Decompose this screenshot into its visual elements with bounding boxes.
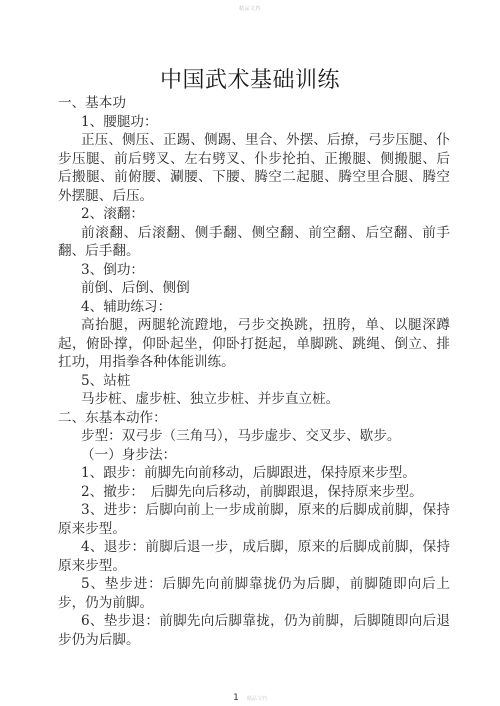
paragraph: 前滚翻、后滚翻、侧手翻、侧空翻、前空翻、后空翻、前手翻、后手翻。	[58, 224, 450, 259]
section-heading: 一、基本功	[58, 95, 126, 111]
section-heading: 二、东基本动作：	[58, 409, 167, 426]
footer-watermark: 精品文档	[246, 696, 267, 702]
subsection-heading: 1、腰腿功：	[81, 113, 158, 130]
subsection-heading: 4、辅助练习：	[81, 298, 172, 315]
list-item: 6、垫步退：前脚先向后脚靠拢，仍为前脚，后脚随即向后退步仍为后脚。	[58, 613, 450, 648]
paragraph: 马步桩、虚步桩、独立步桩、并步直立桩。	[81, 391, 340, 407]
page-number: 1	[233, 693, 239, 703]
subsection-heading: 2、滚翻：	[81, 206, 145, 222]
document-body	[58, 94, 450, 649]
list-item: 1、跟步：前脚先向前移动，后脚跟进，保持原来步型。	[81, 465, 416, 481]
paragraph: 正压、侧压、正踢、侧踢、里合、外摆、后撩，弓步压腿、仆步压腿、前后劈叉、左右劈叉、仆步抡拍、正搬腿、侧搬腿、后后搬腿、前俯腰、涮腰、下腰、腾空二起腿、腾空里合腿、腾空外摆腿、后压。	[58, 132, 450, 204]
subsection-heading: 5、站桩	[81, 372, 131, 389]
list-item: 4、退步：前脚后退一步，成后脚，原来的后脚成前脚，保持原来步型。	[58, 539, 450, 574]
document-title: 中国武术基础训练	[159, 68, 340, 93]
list-item: 5、垫步进：后脚先向前脚靠拢仍为后脚，前脚随即向后上步，仍为前脚。	[58, 576, 450, 611]
list-item: 3、进步：后脚向前上一步成前脚，原来的后脚成前脚，保持原来步型。	[58, 502, 450, 537]
header-watermark: 精品文档	[238, 6, 261, 12]
subsection-heading: （一）身步法：	[81, 446, 177, 463]
page-footer	[0, 685, 500, 704]
paragraph: 高抬腿，两腿轮流蹬地，弓步交换跳，扭胯，单、以腿深蹲起，俯卧撑，仰卧起坐，仰卧打挺起，单脚跳、跳绳、倒立、排扛功，用指拳各种体能训练。	[58, 317, 450, 370]
paragraph: 步型：双弓步（三角马），马步虚步、交叉步、歇步。	[81, 428, 401, 444]
list-item: 2、撤步： 后脚先向后移动，前脚跟退，保持原来步型。	[81, 483, 423, 500]
subsection-heading: 3、倒功：	[81, 261, 145, 278]
paragraph: 前倒、后倒、侧倒	[81, 280, 190, 296]
